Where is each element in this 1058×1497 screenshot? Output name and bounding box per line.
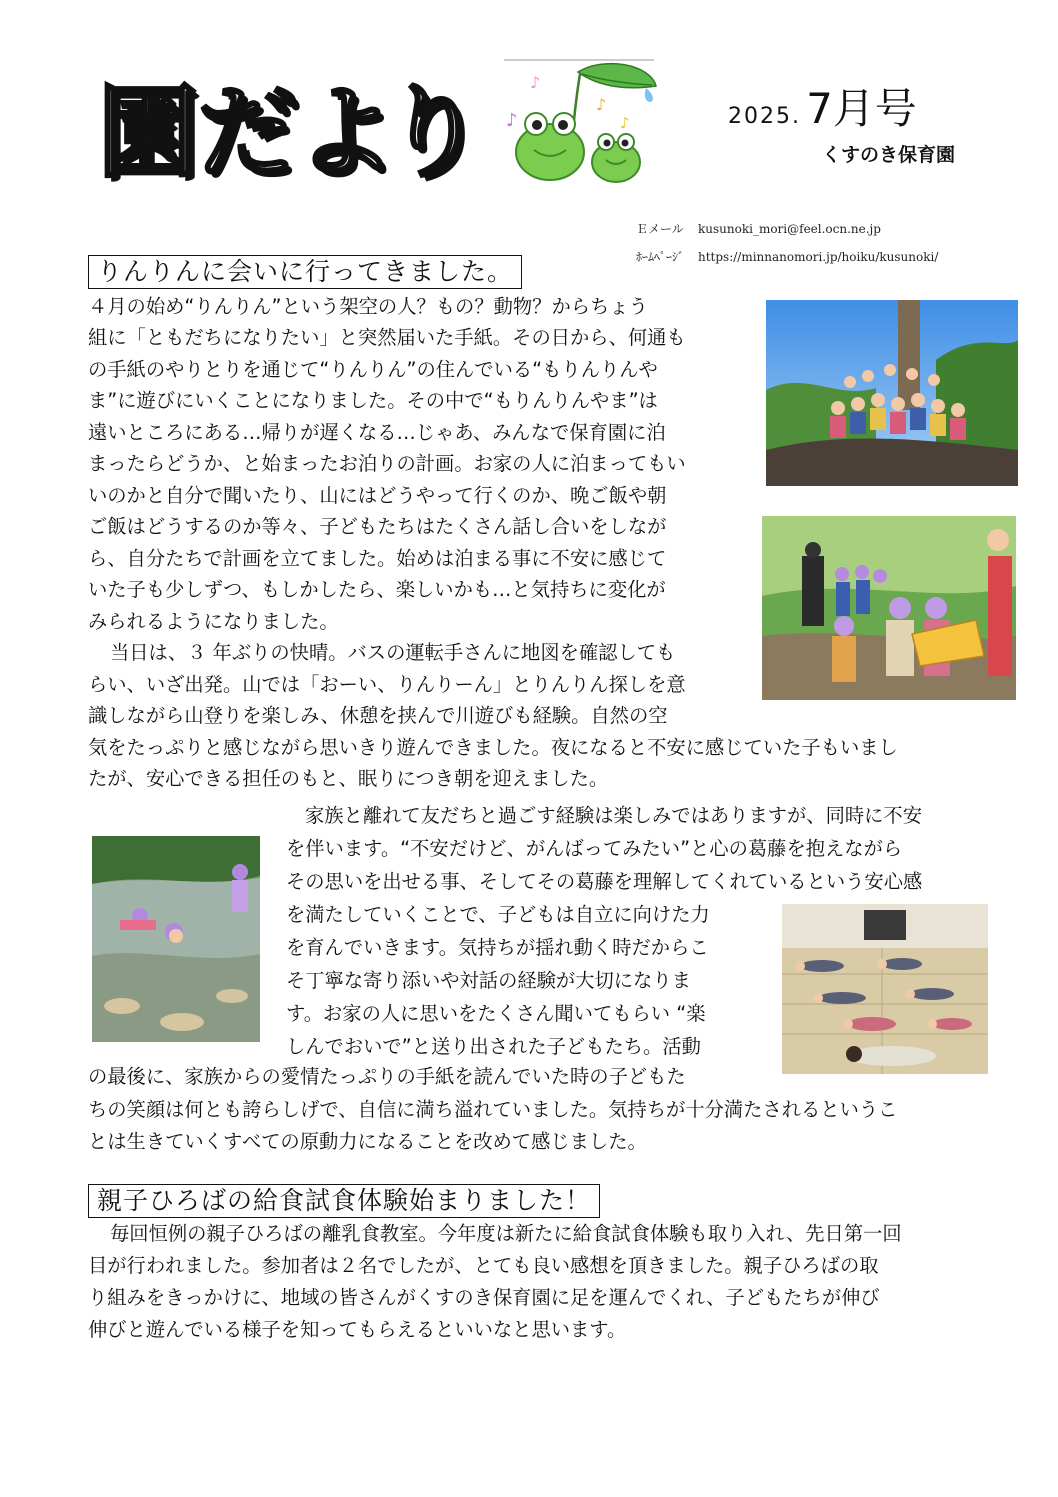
text-line: ま”に遊びにいくことになりました。その中で“もりんりんやま”は — [88, 389, 658, 412]
svg-text:♪: ♪ — [620, 114, 630, 132]
text-line: ４月の始め“りんりん”という架空の人？もの？動物？からちょう — [88, 295, 648, 318]
web-url[interactable]: https://minnanomori.jp/hoiku/kusunoki/ — [698, 250, 939, 264]
forest-hike-photo — [762, 516, 1016, 700]
river-play-photo — [92, 836, 260, 1042]
text-line: ら、自分たちで計画を立てました。始めは泊まる事に不安に感じて — [88, 547, 667, 570]
text-line: 識しながら山登りを楽しみ、休憩を挟んで川遊びも経験。自然の空 — [88, 704, 668, 727]
text-line: 伸びと遊んでいる様子を知ってもらえるといいなと思います。 — [88, 1318, 627, 1341]
issue-label — [728, 76, 917, 136]
svg-text:♪: ♪ — [506, 110, 518, 131]
text-line: いのかと自分で聞いたり、山にはどうやって行くのか、晩ご飯や朝 — [88, 484, 667, 507]
issue-month: 7月号 — [806, 84, 917, 133]
text-line: たが、安心できる担任のもと、眠りにつき朝を迎えました。 — [88, 767, 609, 790]
text-line: とは生きていくすべての原動力になることを改めて感じました。 — [88, 1130, 647, 1153]
text-line: の最後に、家族からの愛情たっぷりの手紙を読んでいた時の子どもた — [88, 1065, 686, 1088]
text-line: を育んでいきます。気持ちが揺れ動く時だからこ — [286, 936, 709, 959]
sleeping-tatami-photo — [782, 904, 988, 1074]
web-label: ﾎｰﾑﾍﾟｰｼﾞ — [636, 250, 685, 264]
group-mountain-photo — [766, 300, 1018, 486]
text-line: の手紙のやりとりを通じて“りんりん”の住んでいる“もりんりんや — [88, 358, 658, 381]
text-line: その思いを出せる事、そしてその葛藤を理解してくれているという安心感 — [286, 870, 923, 893]
text-line: 当日は、３ 年ぶりの快晴。バスの運転手さんに地図を確認しても — [110, 641, 676, 664]
email-label: Ｅメール — [636, 222, 684, 236]
title-char: よ — [296, 74, 396, 191]
text-line: みられるようになりました。 — [88, 610, 339, 633]
text-line: ご飯はどうするのか等々、子どもたちはたくさん話し合いをしなが — [88, 515, 667, 538]
title-char: 園 — [98, 74, 198, 191]
text-line: 気をたっぷりと感じながら思いきり遊んできました。夜になると不安に感じていた子もいまし — [88, 736, 898, 759]
text-line: 遠いところにある…帰りが遅くなる…じゃあ、みんなで保育園に泊 — [88, 421, 666, 444]
text-line: そ丁寧な寄り添いや対話の経験が大切になりま — [286, 969, 691, 992]
text-line: しんでおいで”と送り出された子どもたち。活動 — [286, 1035, 701, 1058]
svg-text:♪: ♪ — [596, 95, 607, 114]
school-name: くすのき保育園 — [822, 144, 956, 166]
text-line: ちの笑顔は何とも誇らしげで、自信に満ち溢れていました。気持ちが十分満たされるというこ — [88, 1098, 898, 1121]
text-line: り組みをきっかけに、地域の皆さんがくすのき保育園に足を運んでくれ、子どもたちが伸び — [88, 1286, 880, 1309]
contact-email — [636, 220, 881, 237]
text-line: まったらどうか、と始まったお泊りの計画。お家の人に泊まってもい — [88, 452, 686, 475]
issue-year: 2025. — [728, 104, 801, 129]
svg-text:♪: ♪ — [530, 73, 541, 92]
text-line: 目が行われました。参加者は２名でしたが、とても良い感想を頂きました。親子ひろばの取 — [88, 1254, 879, 1277]
text-line: 組に「ともだちになりたい」と突然届いた手紙。その日から、何通も — [88, 326, 686, 349]
text-line: を伴います。“不安だけど、がんばってみたい”と心の葛藤を抱えながら — [286, 837, 903, 860]
text-line: 家族と離れて友だちと過ごす経験は楽しみではありますが、同時に不安 — [305, 804, 922, 827]
section-heading-lunch: 親子ひろばの給食試食体験始まりました！ — [88, 1184, 600, 1218]
contact-web — [636, 248, 938, 265]
title-char: だ — [198, 74, 298, 191]
title-char: り — [384, 74, 484, 191]
text-line: いた子も少しずつ、もしかしたら、楽しいかも…と気持ちに変化が — [88, 578, 666, 601]
email-address[interactable]: kusunoki_mori@feel.ocn.ne.jp — [698, 222, 881, 236]
frog-illustration — [500, 58, 658, 186]
text-line: す。お家の人に思いをたくさん聞いてもらい “楽 — [286, 1002, 706, 1025]
section-heading-rinrin: りんりんに会いに行ってきました。 — [88, 255, 522, 289]
text-line: らい、いざ出発。山では「おーい、りんりーん」とりんりん探しを意 — [88, 673, 686, 696]
text-line: を満たしていくことで、子どもは自立に向けた力 — [286, 903, 710, 926]
text-line: 毎回恒例の親子ひろばの離乳食教室。今年度は新たに給食試食体験も取り入れ、先日第一回 — [110, 1222, 902, 1245]
